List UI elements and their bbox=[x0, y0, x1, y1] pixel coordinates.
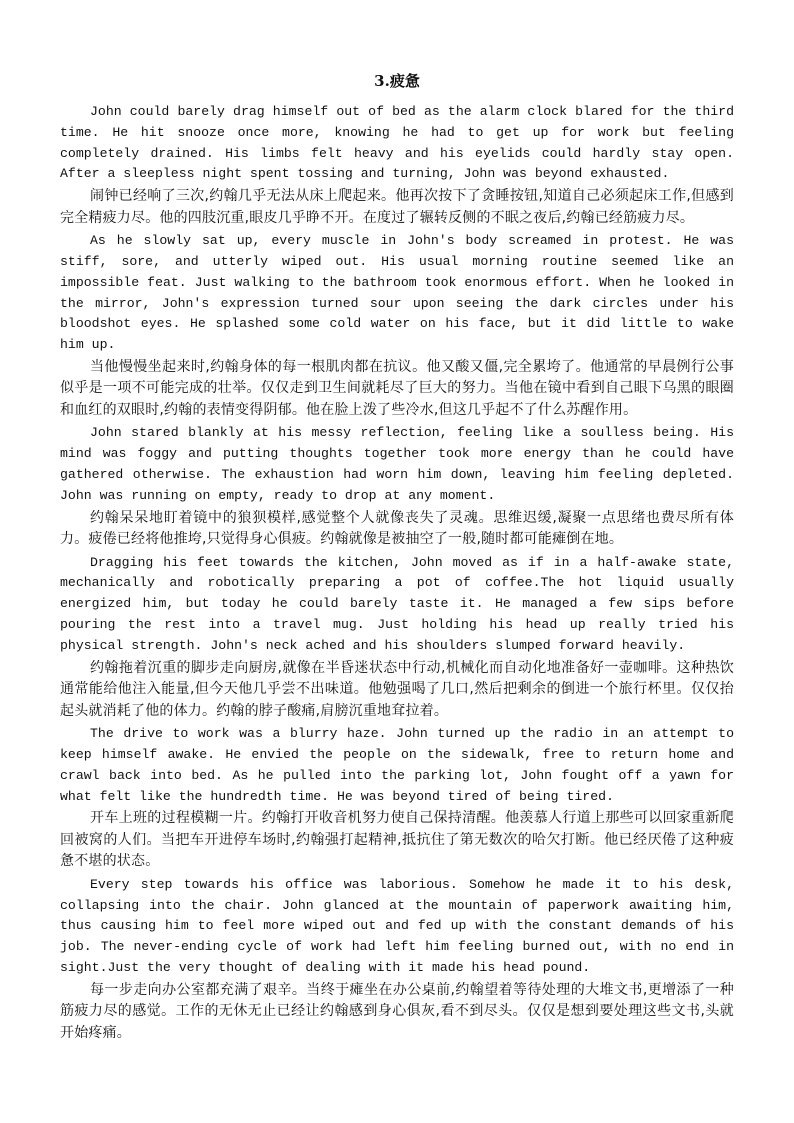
document-page bbox=[60, 70, 734, 1044]
paragraph-zh-5: 开车上班的过程模糊一片。约翰打开收音机努力使自己保持清醒。他羡慕人行道上那些可以回家重新爬回被窝的人们。当把车开进停车场时,约翰强打起精神,抵抗住了第无数次的哈欠打断。他已经厌倦了这种疲惫不堪的状态。 bbox=[60, 810, 734, 870]
paragraph-en-3: John stared blankly at his messy reflection, feeling like a soulless being. His mind was foggy and putting thoughts together took more energy than he could have gathered otherwise. The exhaustion had worn him down, leaving him feeling depleted. John was running on empty, ready to drop at any moment. bbox=[60, 425, 734, 503]
paragraph-zh-4: 约翰拖着沉重的脚步走向厨房,就像在半昏迷状态中行动,机械化而自动化地准备好一壶咖啡。这种热饮通常能给他注入能量,但今天他几乎尝不出味道。他勉强喝了几口,然后把剩余的倒进一个旅行杯里。仅仅抬起头就消耗了他的体力。约翰的脖子酸痛,肩膀沉重地耷拉着。 bbox=[60, 659, 734, 719]
paragraph-zh-3: 约翰呆呆地盯着镜中的狼狈模样,感觉整个人就像丧失了灵魂。思维迟缓,凝聚一点思绪也费尽所有体力。疲倦已经将他推垮,只觉得身心俱疲。约翰就像是被抽空了一般,随时都可能瘫倒在地。 bbox=[60, 509, 734, 548]
paragraph-en-2: As he slowly sat up, every muscle in John's body screamed in protest. He was stiff, sore, and utterly wiped out. His usual morning routine seemed like an impossible feat. Just walking to the bathroom took enormous effort. When he looked in the mirror, John's expression turned sour upon seeing the dark circles under his bloodshot eyes. He splashed some cold water on his face, but it did little to wake him up. bbox=[60, 233, 734, 353]
paragraph-en-1: John could barely drag himself out of bed as the alarm clock blared for the third time. He hit snooze once more, knowing he had to get up for work but feeling completely drained. His limbs felt heavy and his eyelids could hardly stay open. After a sleepless night spent tossing and turning, John was beyond exhausted. bbox=[60, 104, 734, 182]
paragraph-en-4: Dragging his feet towards the kitchen, John moved as if in a half-awake state, mechanically and robotically preparing a pot of coffee.The hot liquid usually energized him, but today he could barely taste it. He managed a few sips before pouring the rest into a travel mug. Just holding his head up really tried his physical strength. John's neck ached and his shoulders slumped forward heavily. bbox=[60, 554, 734, 653]
paragraph-zh-6: 每一步走向办公室都充满了艰辛。当终于瘫坐在办公桌前,约翰望着等待处理的大堆文书,更增添了一种筋疲力尽的感觉。工作的无休无止已经让约翰感到身心俱灰,看不到尽头。仅仅是想到要处理这些文书,头就开始疼痛。 bbox=[60, 981, 734, 1041]
paragraph-zh-1: 闹钟已经响了三次,约翰几乎无法从床上爬起来。他再次按下了贪睡按钮,知道自己必须起床工作,但感到完全精疲力尽。他的四肢沉重,眼皮几乎睁不开。在度过了辗转反侧的不眠之夜后,约翰已经筋疲力尽。 bbox=[60, 188, 734, 226]
document-title: 3.疲惫 bbox=[374, 72, 420, 90]
paragraph-zh-2: 当他慢慢坐起来时,约翰身体的每一根肌肉都在抗议。他又酸又僵,完全累垮了。他通常的早晨例行公事似乎是一项不可能完成的壮举。仅仅走到卫生间就耗尽了巨大的努力。当他在镜中看到自己眼下乌黑的眼圈和血红的双眼时,约翰的表情变得阴郁。他在脸上泼了些冷水,但这几乎起不了什么苏醒作用。 bbox=[60, 358, 734, 418]
paragraph-en-6: Every step towards his office was laborious. Somehow he made it to his desk, collapsing into the chair. John glanced at the mountain of paperwork awaiting him, thus causing him to feel more wiped out and fed up with the constant demands of his job. The never-ending cycle of work had left him feeling burned out, with no end in sight.Just the very thought of dealing with it made his head pound. bbox=[60, 876, 734, 976]
paragraph-en-5: The drive to work was a blurry haze. John turned up the radio in an attempt to keep himself awake. He envied the people on the sidewalk, free to return home and crawl back into bed. As he pulled into the parking lot, John fought off a yawn for what felt like the hundredth time. He was beyond tired of being tired. bbox=[60, 726, 734, 804]
